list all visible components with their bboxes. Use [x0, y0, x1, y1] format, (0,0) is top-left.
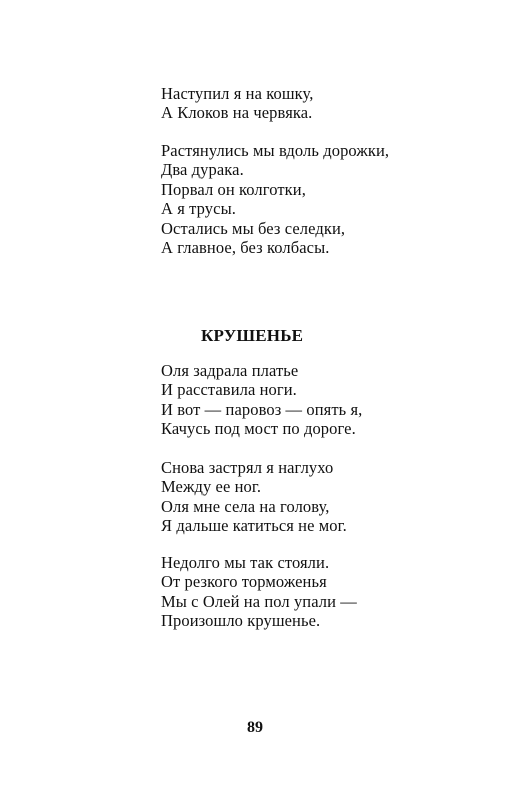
poem-line: Я дальше катиться не мог.: [161, 516, 347, 536]
poem-stanza: [161, 458, 347, 536]
poem-line: От резкого торможенья: [161, 572, 327, 592]
poem-line: Порвал он колготки,: [161, 179, 306, 199]
poem-line: Остались мы без селедки,: [161, 218, 346, 238]
poem-line: Снова застрял я наглухо: [161, 458, 334, 477]
poem-line: А Клоков на червяка.: [161, 103, 313, 123]
poem-line: И расставила ноги.: [161, 380, 297, 400]
poem-title: КРУШЕНЬЕ: [201, 326, 304, 345]
poem-stanza: [161, 84, 313, 123]
poem-stanza: [161, 141, 389, 257]
poem-line: Мы с Олей на пол упали —: [161, 591, 357, 611]
poem-line: Два дурака.: [161, 160, 244, 180]
poem-line: А я трусы.: [161, 199, 236, 219]
poem-line: А главное, без колбасы.: [161, 238, 330, 258]
poem-stanza: [161, 361, 362, 439]
poem-line: Оля задрала платье: [161, 361, 299, 380]
poem-line: Качусь под мост по дороге.: [161, 419, 356, 439]
page-number: 89: [247, 719, 263, 736]
poem-line: И вот — паровоз — опять я,: [161, 399, 363, 419]
poem-line: Между ее ног.: [161, 477, 262, 497]
poem-line: Наступил я на кошку,: [161, 84, 314, 103]
poem-line: Оля мне села на голову,: [161, 496, 330, 516]
poem-line: Растянулись мы вдоль дорожки,: [161, 141, 390, 160]
poem-line: Произошло крушенье.: [161, 611, 321, 631]
poem-stanza: [161, 553, 357, 631]
poem-line: Недолго мы так стояли.: [161, 553, 330, 572]
